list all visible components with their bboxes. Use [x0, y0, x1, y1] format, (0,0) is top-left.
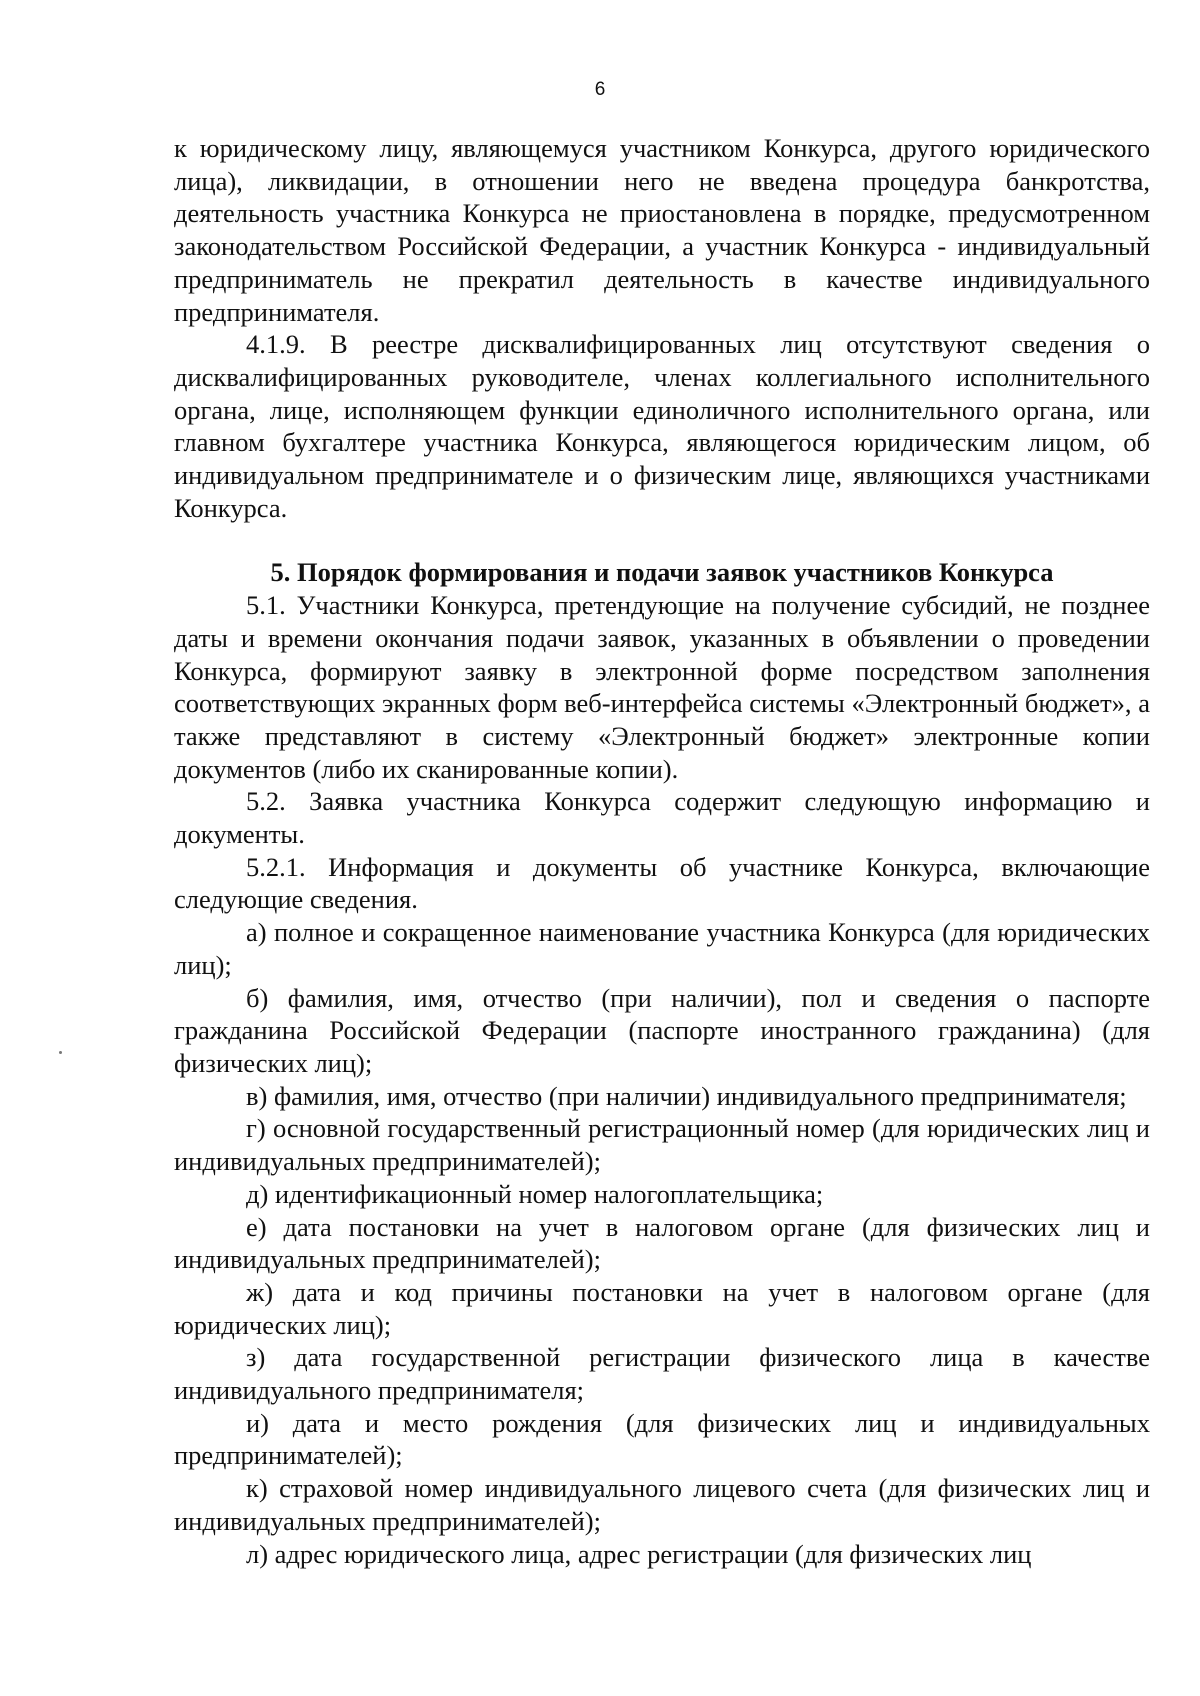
paragraph-4-1-9: 4.1.9. В реестре дисквалифицированных лиц отсутствуют сведения о дисквалифицированных руководителе, членах коллегиального исполнительного органа, лице, исполняющем функции единоличного исполнительного органа, или главном бухгалтере участника Конкурса, являющегося юридическим лицом, об индивидуальном предпринимателе и о физическим лице, являющихся участниками Конкурса. [174, 329, 1150, 523]
page-number: 6 [594, 79, 606, 100]
section-heading-5: 5. Порядок формирования и подачи заявок участников Конкурса [270, 557, 1054, 588]
list-item-i: и) дата и место рождения (для физических лиц и индивидуальных предпринимателей); [174, 1407, 1150, 1471]
list-item-zh: ж) дата и код причины постановки на учет в налоговом органе (для юридических лиц); [174, 1276, 1150, 1340]
list-item-g: г) основной государственный регистрационный номер (для юридических лиц и индивидуальных предпринимателей); [174, 1113, 1150, 1177]
paragraph-5-2-1: 5.2.1. Информация и документы об участнике Конкурса, включающие следующие сведения. [174, 851, 1150, 915]
paragraph-5-1: 5.1. Участники Конкурса, претендующие на получение субсидий, не позднее даты и времени окончания подачи заявок, указанных в объявлении о проведении Конкурса, формируют заявку в электронной форме посредством заполнения соответствующих экранных форм веб-интерфейса системы «Электронный бюджет», а также представляют в систему «Электронный бюджет» электронные копии документов (либо их сканированные копии). [174, 590, 1150, 784]
list-item-d: д) идентификационный номер налогоплательщика; [246, 1178, 824, 1209]
paragraph-5-2: 5.2. Заявка участника Конкурса содержит следующую информацию и документы. [174, 786, 1150, 850]
list-item-e: е) дата постановки на учет в налоговом органе (для физических лиц и индивидуальных предпринимателей); [174, 1211, 1150, 1275]
list-item-a: а) полное и сокращенное наименование участника Конкурса (для юридических лиц); [174, 917, 1150, 980]
list-item-z: з) дата государственной регистрации физического лица в качестве индивидуального предпринимателя; [174, 1342, 1150, 1406]
list-item-b: б) фамилия, имя, отчество (при наличии), пол и сведения о паспорте гражданина Российской Федерации (паспорте иностранного гражданина) (для физических лиц); [174, 982, 1150, 1078]
list-item-v: в) фамилия, имя, отчество (при наличии) индивидуального предпринимателя; [246, 1080, 1127, 1111]
list-item-k: к) страховой номер индивидуального лицевого счета (для физических лиц и индивидуальных предпринимателей); [174, 1473, 1150, 1536]
list-item-l: л) адрес юридического лица, адрес регистрации (для физических лиц [246, 1538, 1032, 1569]
paragraph: к юридическому лицу, являющемуся участником Конкурса, другого юридического лица), ликвидации, в отношении него не введена процедура банкротства, деятельность участника Конкурса не приостановлена в порядке, предусмотренном законодательством Российской Федерации, а участник Конкурса - индивидуальный предприниматель не прекратил деятельность в качестве индивидуального предпринимателя. [174, 133, 1150, 327]
scan-speck [59, 1051, 62, 1054]
document-body [174, 132, 1150, 1570]
